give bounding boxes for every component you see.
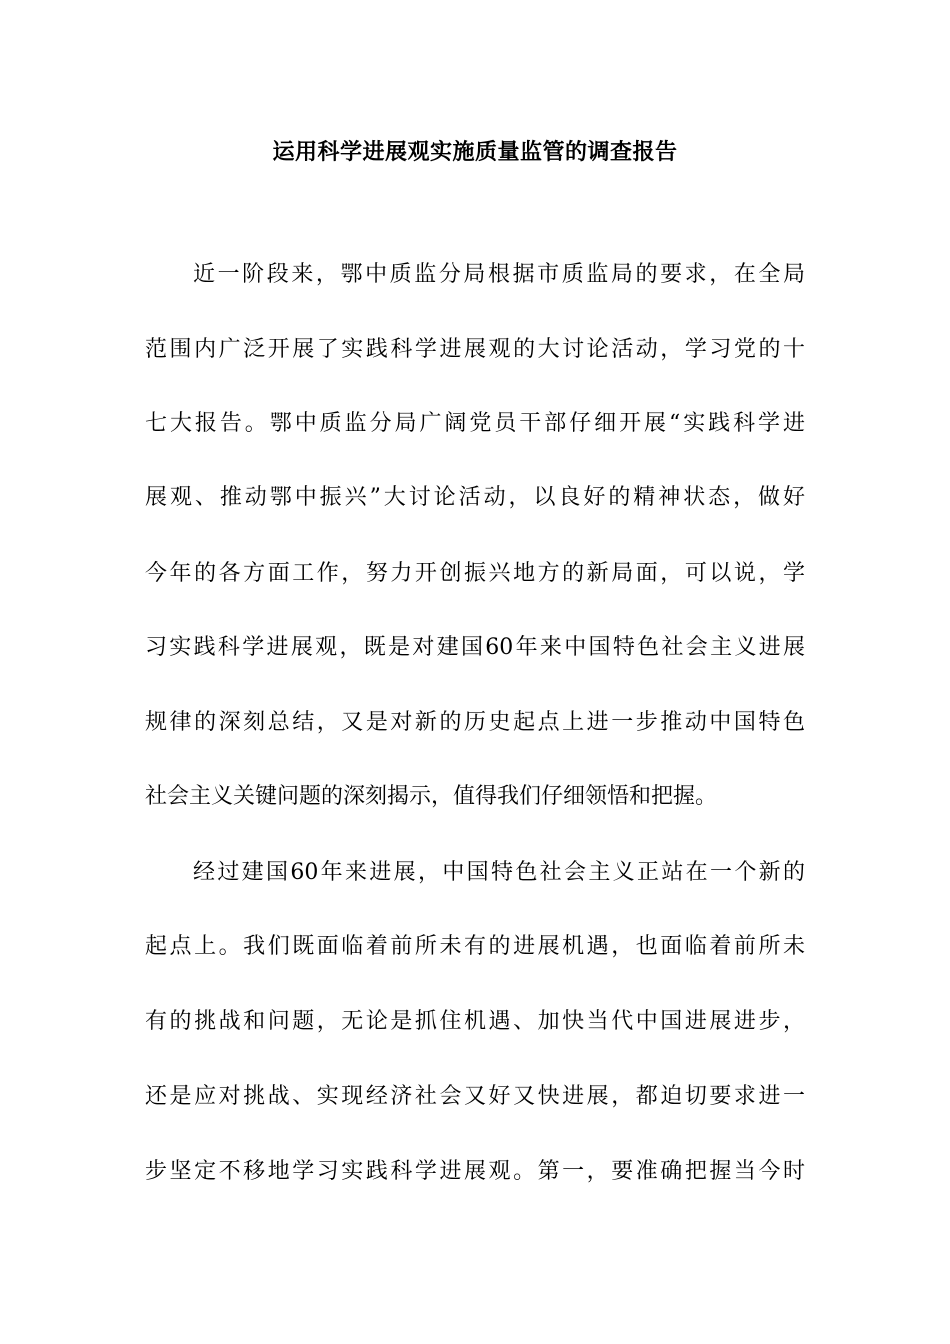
paragraph-2-line-1: 经过建国60年来进展，中国特色社会主义正站在一个新的 [193,860,805,885]
paragraph-1-line-6: 习实践科学进展观，既是对建国60年来中国特色社会主义进展 [145,635,805,660]
paragraph-2-line-4: 还是应对挑战、实现经济社会又好又快进展，都迫切要求进一 [145,1084,805,1109]
paragraph-1-line-4: 展观、推动鄂中振兴”大讨论活动，以良好的精神状态，做好 [145,485,805,510]
paragraph-1-line-3: 七大报告。鄂中质监分局广阔党员干部仔细开展“实践科学进 [145,411,805,436]
paragraph-1-line-5: 今年的各方面工作，努力开创振兴地方的新局面，可以说，学 [145,561,805,586]
paragraph-2-line-2: 起点上。我们既面临着前所未有的进展机遇，也面临着前所未 [145,934,805,959]
paragraph-1-line-8: 社会主义关键问题的深刻揭示，值得我们仔细领悟和把握。 [145,784,718,809]
paragraph-1-line-7: 规律的深刻总结，又是对新的历史起点上进一步推动中国特色 [145,710,805,735]
paragraph-1-line-2: 范围内广泛开展了实践科学进展观的大讨论活动，学习党的十 [145,337,805,362]
paragraph-1-line-1: 近一阶段来，鄂中质监分局根据市质监局的要求，在全局 [193,262,805,287]
paragraph-2-line-3: 有的挑战和问题，无论是抓住机遇、加快当代中国进展进步， [145,1009,805,1034]
document-title: 运用科学进展观实施质量监管的调查报告 [272,139,678,165]
paragraph-2-line-5: 步坚定不移地学习实践科学进展观。第一，要准确把握当今时 [145,1159,805,1184]
